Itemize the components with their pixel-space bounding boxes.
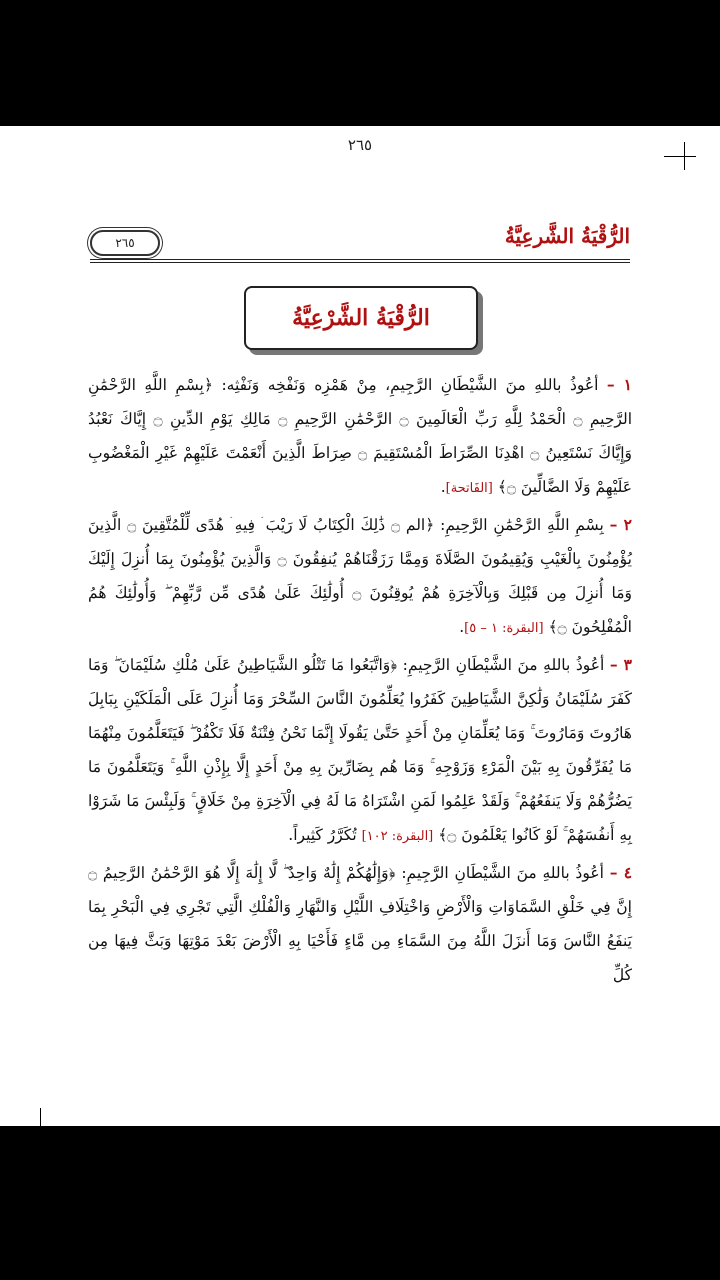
crop-mark-bottom-left-v (40, 1108, 41, 1126)
header-page-number: ٢٦٥ (90, 230, 160, 256)
item-intro: بِسْمِ اللَّهِ الرَّحْمَٰنِ الرَّحِيمِ: (440, 516, 604, 534)
quran-text: ﴿وَاتَّبَعُوا مَا تَتْلُو الشَّيَاطِينُ عَلَىٰ مُلْكِ سُلَيْمَانَ ۖ وَمَا كَفَرَ سُلَيْمَانُ وَلَٰكِنَّ الشَّيَاطِينَ كَفَرُوا يُعَلِّمُونَ النَّاسَ السِّحْرَ وَمَا أُنزِلَ عَلَى الْمَلَكَيْنِ بِبَابِلَ هَارُوتَ وَمَارُوتَ ۚ وَمَا يُعَلِّمَانِ مِنْ أَحَدٍ حَتَّىٰ يَقُولَا إِنَّمَا نَحْنُ فِتْنَةٌ فَلَا تَكْفُرْ ۖ فَيَتَعَلَّمُونَ مِنْهُمَا مَا يُفَرِّقُونَ بِهِ بَيْنَ الْمَرْءِ وَزَوْجِهِ ۚ وَمَا هُم بِضَارِّينَ بِهِ مِنْ أَحَدٍ إِلَّا بِإِذْنِ اللَّهِ ۚ وَيَتَعَلَّمُونَ مَا يَضُرُّهُمْ وَلَا يَنفَعُهُمْ ۚ وَلَقَدْ عَلِمُوا لَمَنِ اشْتَرَاهُ مَا لَهُ فِي الْآخِرَةِ مِنْ خَلَاقٍ ۚ وَلَبِئْسَ مَا شَرَوْا بِهِ أَنفُسَهُمْ ۚ لَوْ كَانُوا يَعْلَمُونَ ۝﴾ (88, 656, 632, 844)
quran-text: ﴿بِسْمِ اللَّهِ الرَّحْمَٰنِ الرَّحِيمِ ۝ الْحَمْدُ لِلَّهِ رَبِّ الْعَالَمِينَ ۝ الرَّحْمَٰنِ الرَّحِيمِ ۝ مَالِكِ يَوْمِ الدِّينِ ۝ إِيَّاكَ نَعْبُدُ وَإِيَّاكَ نَسْتَعِينُ ۝ اهْدِنَا الصِّرَاطَ الْمُسْتَقِيمَ ۝ صِرَاطَ الَّذِينَ أَنْعَمْتَ عَلَيْهِمْ غَيْرِ الْمَغْضُوبِ عَلَيْهِمْ وَلَا الضَّالِّينَ ۝﴾ (88, 376, 633, 496)
item-number: ٣ – (609, 655, 632, 674)
quran-text: ﴿الم ۝ ذَٰلِكَ الْكِتَابُ لَا رَيْبَ ۛ فِيهِ ۛ هُدًى لِّلْمُتَّقِينَ ۝ الَّذِينَ يُؤْمِنُونَ بِالْغَيْبِ وَيُقِيمُونَ الصَّلَاةَ وَمِمَّا رَزَقْنَاهُمْ يُنفِقُونَ ۝ وَالَّذِينَ يُؤْمِنُونَ بِمَا أُنزِلَ إِلَيْكَ وَمَا أُنزِلَ مِن قَبْلِكَ وَبِالْآخِرَةِ هُمْ يُوقِنُونَ ۝ أُولَٰئِكَ عَلَىٰ هُدًى مِّن رَّبِّهِمْ ۖ وَأُولَٰئِكَ هُمُ الْمُفْلِحُونَ ۝﴾ (88, 516, 632, 636)
book-page (0, 126, 720, 1126)
item-number: ٤ – (609, 863, 633, 882)
crop-mark-top-right (664, 156, 696, 157)
item-tail: . (459, 618, 465, 636)
crop-mark-top-right-v (684, 142, 685, 170)
header-rule-2 (90, 262, 630, 263)
header-rule (90, 259, 630, 260)
text-body (88, 368, 632, 994)
surah-reference: [الفَاتحة] (445, 481, 493, 496)
item-number: ٢ – (609, 515, 632, 534)
section-title: الرُّقْيَةُ الشَّرْعِيَّةُ (292, 305, 430, 331)
item-intro: أعُوذُ باللهِ منَ الشَّيْطَانِ الرَّجِيمِ: (402, 656, 605, 674)
item-tail: . (440, 478, 446, 496)
running-header (90, 224, 630, 258)
paragraph-2 (88, 508, 632, 646)
paragraph-1 (88, 368, 632, 506)
surah-reference: [البقرة: ١ – ٥] (464, 621, 544, 636)
item-tail: تُكَرَّرُ كَثِيراً. (288, 826, 357, 844)
quran-text: ﴿وَإِلَٰهُكُمْ إِلَٰهٌ وَاحِدٌ ۖ لَّا إِلَٰهَ إِلَّا هُوَ الرَّحْمَٰنُ الرَّحِيمُ ۝ إِنَّ فِي خَلْقِ السَّمَاوَاتِ وَالْأَرْضِ وَاخْتِلَافِ اللَّيْلِ وَالنَّهَارِ وَالْفُلْكِ الَّتِي تَجْرِي فِي الْبَحْرِ بِمَا يَنفَعُ النَّاسَ وَمَا أَنزَلَ اللَّهُ مِنَ السَّمَاءِ مِن مَّاءٍ فَأَحْيَا بِهِ الْأَرْضَ بَعْدَ مَوْتِهَا وَبَثَّ فِيهَا مِن كُلِّ (88, 864, 632, 984)
section-title-box (244, 286, 478, 350)
surah-reference: [البقرة: ١٠٢] (361, 829, 434, 844)
item-intro: أعُوذُ باللهِ منَ الشَّيْطَانِ الرَّجِيمِ: (401, 864, 604, 882)
item-intro: أعُوذُ باللهِ منَ الشَّيْطَانِ الرَّجِيمِ، مِنْ هَمْزِه وَنَفْخِه وَنَفْثِه: (221, 376, 599, 394)
item-number: ١ – (606, 375, 632, 394)
paragraph-4 (88, 856, 632, 992)
page-number-top: ٢٦٥ (347, 136, 373, 154)
paragraph-3 (88, 648, 632, 854)
header-title: الرُّقْيَةُ الشَّرعِيَّةُ (504, 224, 630, 248)
